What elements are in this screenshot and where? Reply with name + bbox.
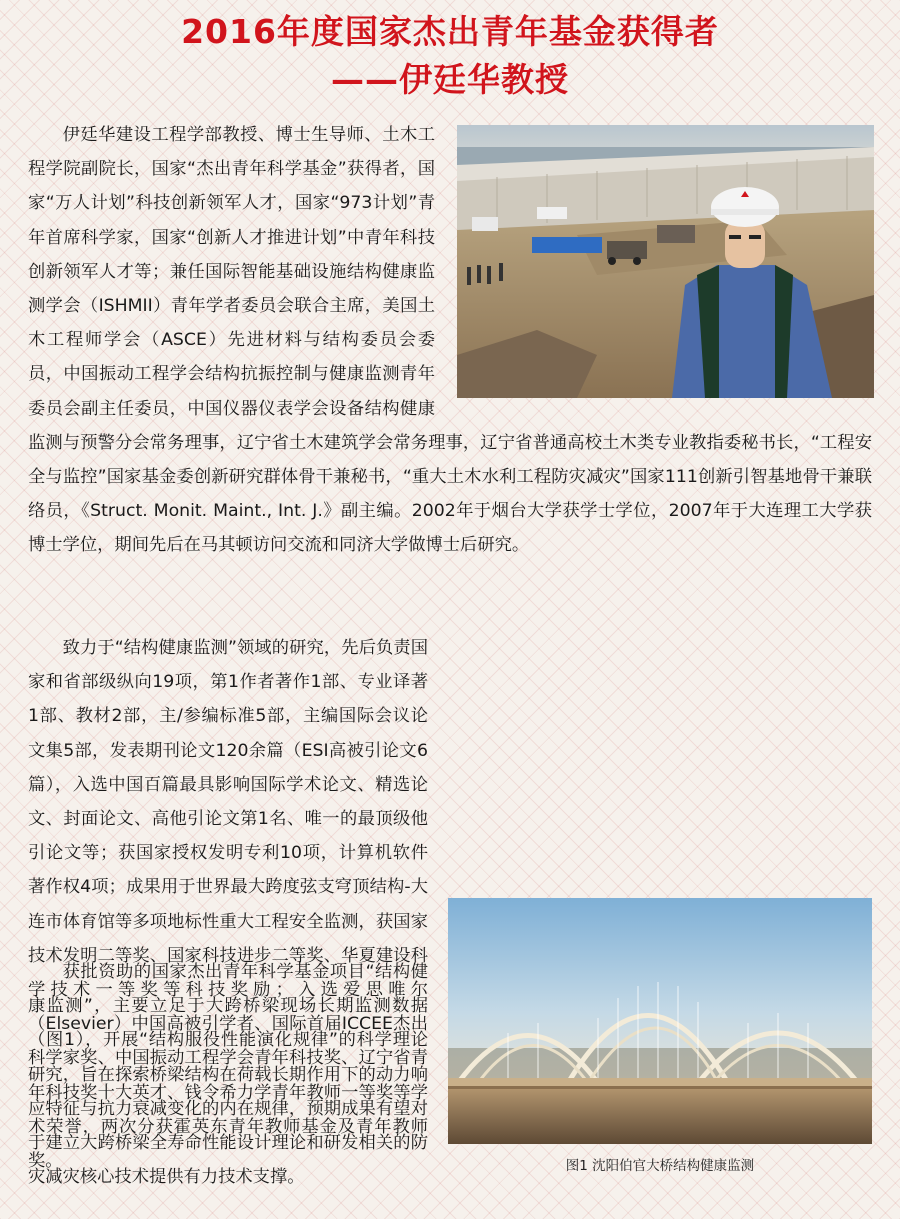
page-subtitle: ——伊廷华教授 [331,60,569,99]
figure-caption: 图1 沈阳伯官大桥结构健康监测 [565,1158,755,1174]
page-title: 2016年度国家杰出青年基金获得者 [181,12,719,51]
paragraph-project-text: 获批资助的国家杰出青年科学基金项目“结构健康监测”，主要立足于大跨桥梁现场长期监测数据（图1），开展“结构服役性能演化规律”的科学理论研究，旨在探索桥梁结构在荷载长期作用下的动力响应特征与抗力衰减变化的内在规律，预期成果有望对于建立大跨桥梁全寿命性能设计理论和研发相关的防灾减灾核心技术提供有力技术支撑。 [28,962,428,1188]
bridge-photo [448,898,872,1144]
paragraph-intro-text: 伊廷华建设工程学部教授、博士生导师、土木工程学院副院长，国家“杰出青年科学基金”获得者，国家“万人计划”科技创新领军人才，国家“973计划”青年首席科学家，国家“创新人才推进计划”中青年科技创新领军人才等；兼任国际智能基础设施结构健康监测学会（ISHMII）青年学者委员会联合主席，美国土木工程师学会（ASCE）先进材料与结构委员会委员，中国振动工程学会结构抗振控制与健康监测青年委员会副主任委员，中国仪器仪表学会设备结构健康监测与预警分会常务理事，辽宁省土木建筑学会常务理事，辽宁省普通高校土木类专业教指委秘书长，“工程安全与监控”国家基金委创新研究群体骨干兼秘书，“重大土木水利工程防灾减灾”国家111创新引智基地骨干兼联络员，《Struct. Monit. Maint., Int. J.》副主编。2002年于烟台大学获学士学位，2007年于大连理工大学获博士学位，期间先后在马其顿访问交流和同济大学做博士后研究。 [28,125,872,556]
professor-site-photo [457,125,874,398]
paragraph-research-text: 致力于“结构健康监测”领域的研究，先后负责国家和省部级纵向19项，第1作者著作1部、专业译著1部、教材2部，主/参编标准5部，主编国际会议论文集5部，发表期刊论文120余篇（ESI高被引论文6篇），入选中国百篇最具影响国际学术论文、精选论文、封面论文、高他引论文第1名、唯一的最顶级他引论文等；获国家授权发明专利10项，计算机软件著作权4项；成果用于世界最大跨度弦支穹顶结构-大连市体育馆等多项地标性重大工程安全监测，获国家技术发明二等奖、国家科技进步二等奖、华夏建设科学技术一等奖等科技奖励；入选爱思唯尔（Elsevier）中国高被引学者、国际首届ICCEE杰出科学家奖、中国振动工程学会青年科技奖、辽宁省青年科技奖十大英才、钱令希力学青年教师一等奖等学术荣誉，两次分获霍英东青年教师基金及青年教师奖。 [28,638,428,1172]
